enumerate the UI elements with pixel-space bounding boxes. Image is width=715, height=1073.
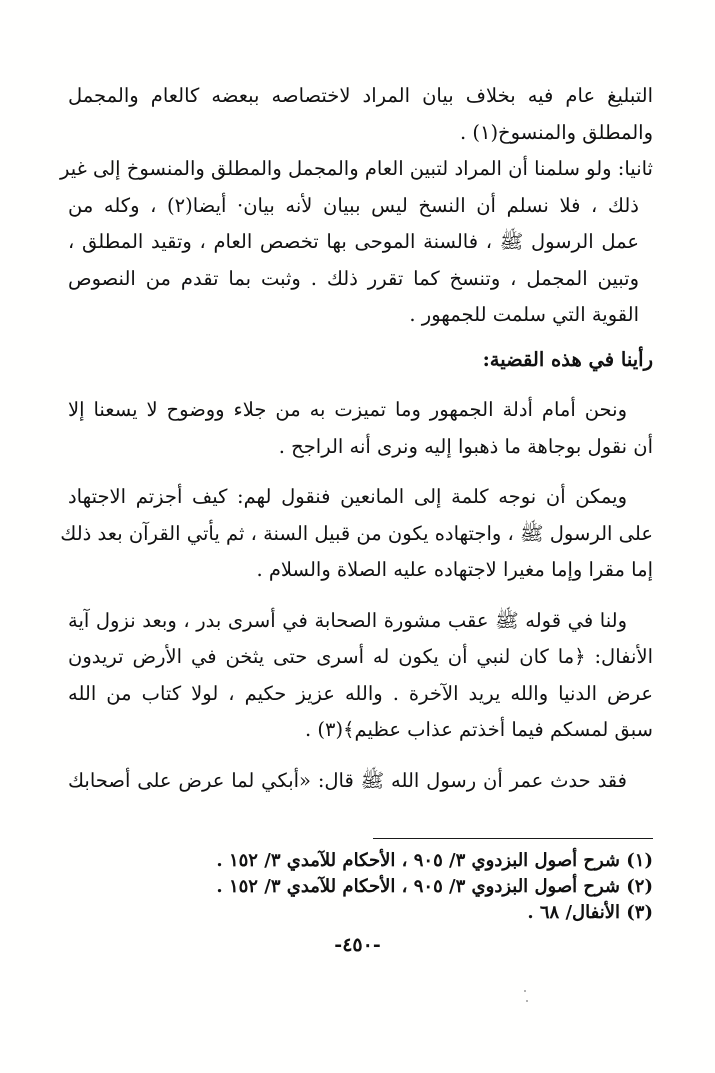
text-line: ذلك ، فلا نسلم أن النسخ ليس ببيان لأنه بيان· أيضا(٢) ، وكله من	[68, 193, 639, 217]
text-line: ولنا في قوله ﷺ عقب مشورة الصحابة في أسرى بدر ، وبعد نزول آية	[68, 608, 627, 632]
text-line: ونحن أمام أدلة الجمهور وما تميزت به من جلاء ووضوح لا يسعنا إلا	[68, 398, 627, 421]
text-line: التبليغ عام فيه بخلاف بيان المراد لاختصاصه ببعضه كالعام والمجمل	[68, 84, 653, 107]
text-line: عمل الرسول ﷺ ، فالسنة الموحى بها تخصص العام ، وتقيد المطلق ،	[68, 230, 639, 253]
text-line: ثانيا: ولو سلمنا أن المراد لتبين العام والمجمل والمطلق والمنسوخ إلى غير	[59, 157, 653, 180]
text-line: سبق لمسكم فيما أخذتم عذاب عظيم﴾(٣) .	[304, 718, 653, 741]
footnote-divider	[373, 838, 653, 839]
text-line: عرض الدنيا والله يريد الآخرة . والله عزيز حكيم ، لولا كتاب من الله	[68, 681, 653, 705]
text-line: القوية التي سلمت للجمهور .	[409, 303, 639, 326]
footnotes	[68, 848, 653, 926]
text-line: ويمكن أن نوجه كلمة إلى المانعين فنقول لهم: كيف أجزتم الاجتهاد	[68, 485, 627, 508]
main-text	[59, 78, 653, 799]
scan-speck	[526, 1000, 528, 1002]
text-line: الأنفال: ﴿ما كان لنبي أن يكون له أسرى حتى يثخن في الأرض تريدون	[68, 645, 653, 668]
text-line: إما مقرا وإما مغيرا لاجتهاده عليه الصلاة والسلام .	[256, 558, 653, 581]
footnote: (٣) الأنفال/ ٦٨ .	[527, 902, 653, 923]
text-line: على الرسول ﷺ ، واجتهاده يكون من قبيل السنة ، ثم يأتي القرآن بعد ذلك	[60, 521, 653, 545]
scan-speck	[524, 990, 526, 992]
text-line: وتبين المجمل ، وتنسخ كما تقرر ذلك . وثبت بما تقدم من النصوص	[68, 266, 639, 290]
text-line: فقد حدث عمر أن رسول الله ﷺ قال: «أبكي لما عرض على أصحابك	[68, 768, 627, 792]
page-number: -٤٥٠-	[334, 934, 381, 956]
text-line: والمطلق والمنسوخ(١) .	[459, 120, 653, 144]
section-heading: رأينا في هذه القضية:	[482, 347, 653, 371]
text-line: أن نقول بوجاهة ما ذهبوا إليه ونرى أنه الراجح .	[278, 434, 653, 458]
footnote: (٢) شرح أصول البزدوي ٣/ ٩٠٥ ، الأحكام للآمدي ٣/ ١٥٢ .	[216, 876, 653, 897]
footnote: (١) شرح أصول البزدوي ٣/ ٩٠٥ ، الأحكام للآمدي ٣/ ١٥٢ .	[216, 850, 653, 871]
